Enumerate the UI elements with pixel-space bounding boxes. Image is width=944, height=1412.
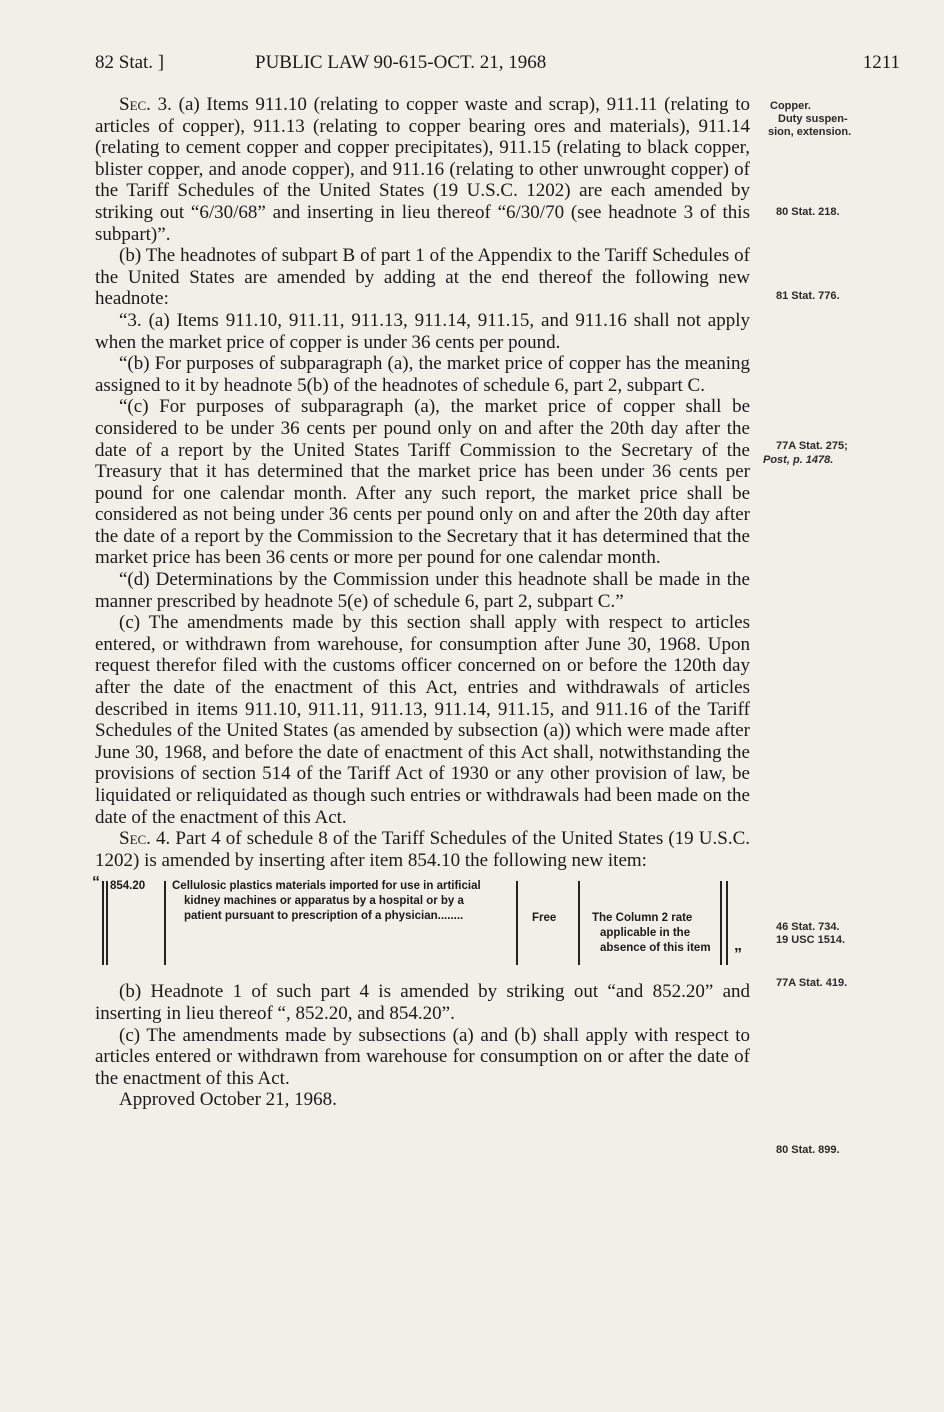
approval-date: Approved October 21, 1968. [119,1089,337,1111]
column2-line: absence of this item [600,942,711,955]
sec4-c-paragraph: (c) The amendments made by subsections (a) and (b) shall apply with respect to articles entered or withdrawn from warehouse for consumption on or after the date of the enactment of this Act. [95,1024,750,1089]
page-number: 1211 [862,52,900,73]
sec4-a-text: Part 4 of schedule 8 of the Tariff Schedules of the United States (19 U.S.C. 1202) is amended by inserting after item 854.10 the following new item: [95,828,750,871]
sec3-b-paragraph: (b) The headnotes of subpart B of part 1 of the Appendix to the Tariff Schedules of the United States are amended by adding at the end thereof the following new headnote: [95,245,750,310]
margin-note-81-stat-776: 81 Stat. 776. [776,290,840,302]
sec3-a-text: (a) Items 911.10 (relating to copper waste and scrap), 911.11 (relating to articles of copper), 911.13 (relating to copper bearing ores and materials), 911.14 (relating to cement copper and copper precipitates), 911.15 (relating to black copper, blister copper, and anode copper), and 911.16 (relating to other unwrought copper) of the Tariff Schedules of the United States (19 U.S.C. 1202) are each amended by striking out “6/30/68” and inserting in lieu thereof “6/30/70 (see headnote 3 of this subpart)”. [95,94,750,245]
item-code: 854.20 [110,880,146,893]
margin-note-80-stat-218: 80 Stat. 218. [776,206,840,218]
stat-reference: 82 Stat. ] [95,52,165,73]
item-description-line: Cellulosic plastics materials imported for use in artificial [172,880,481,893]
tariff-item-table [92,874,752,971]
margin-note-77a-stat-275: 77A Stat. 275; [776,440,848,452]
margin-note-copper [770,100,890,139]
column2-line: applicable in the [600,927,691,940]
headnote3-d: “(d) Determinations by the Commission under this headnote shall be made in the manner prescribed by headnote 5(e) of schedule 6, part 2, subpart C.” [95,569,750,612]
margin-note-line: sion, extension. [768,126,852,138]
table-rule [102,881,104,965]
headnote3-b: “(b) For purposes of subparagraph (a), the market price of copper has the meaning assigned to it by headnote 5(b) of the headnotes of schedule 6, part 2, subpart C. [95,353,750,396]
sec4-b-paragraph: (b) Headnote 1 of such part 4 is amended by striking out “and 852.20” and inserting in lieu thereof “, 852.20, and 854.20”. [95,981,750,1024]
column2-line: The Column 2 rate [592,912,693,925]
margin-note-post-1478: Post, p. 1478. [763,454,834,466]
table-rule [516,881,518,965]
sec3-label: Sec. 3. [119,94,172,115]
headnote3-a: “3. (a) Items 911.10, 911.11, 911.13, 911.14, 911.15, and 911.16 shall not apply when the market price of copper is under 36 cents per pound. [95,309,750,353]
table-rule [106,881,108,965]
sec4-label: Sec. 4. [119,828,171,850]
page-title: PUBLIC LAW 90-615-OCT. 21, 1968 [255,52,547,73]
open-quote: “ [92,874,100,892]
item-rate: Free [532,912,557,925]
item-description-line: patient pursuant to prescription of a physician........ [184,910,464,923]
margin-note-46-stat-734: 46 Stat. 734. [776,921,840,933]
margin-note-19-usc-1514: 19 USC 1514. [776,934,846,946]
margin-note-line: Copper. [770,100,811,112]
item-description [172,879,512,924]
document-body [92,94,750,1111]
close-quote: ” [734,946,742,964]
item-column2-rate [592,911,732,956]
sec3-c-paragraph: (c) The amendments made by this section shall apply with respect to articles entered, or withdrawn from warehouse, for consumption after June 30, 1968. Upon request therefor filed with the customs officer concerned on or before the 120th day after the date of the enactment of this Act, entries and withdrawals of articles described in items 911.10, 911.11, 911.13, 911.14, 911.15, and 911.16 of the Tariff Schedules of the United States (as amended by subsection (a)) which were made after June 30, 1968, and before the date of enactment of this Act shall, notwithstanding the provisions of section 514 of the Tariff Act of 1930 or any other provision of law, be liquidated or reliquidated as though such entries or withdrawals had been made on the date of the enactment of this Act. [95,612,750,828]
headnote3-c: “(c) For purposes of subparagraph (a), the market price of copper shall be considered to be under 36 cents per pound only on and after the 20th day after the date of a report by the United States Tariff Commission to the Secretary of the Treasury that it has determined that the market price has been under 36 cents per pound for one calendar month. After any such report, the market price shall be considered as not being under 36 cents per pound only on and after the 20th day after the date of a report by the Commission to the Secretary that it has determined that the market price has been 36 cents or more per pound for one calendar month. [95,396,750,569]
table-rule [578,881,580,965]
margin-note-line: Duty suspen- [778,113,848,125]
sec3-a-paragraph [95,94,750,245]
table-rule [164,881,166,965]
margin-note-77a-stat-419: 77A Stat. 419. [776,977,848,989]
page-header [95,52,900,82]
sec4-a-paragraph [95,828,750,871]
margin-note-80-stat-899: 80 Stat. 899. [776,1144,840,1156]
item-description-line: kidney machines or apparatus by a hospital or by a [184,895,464,908]
